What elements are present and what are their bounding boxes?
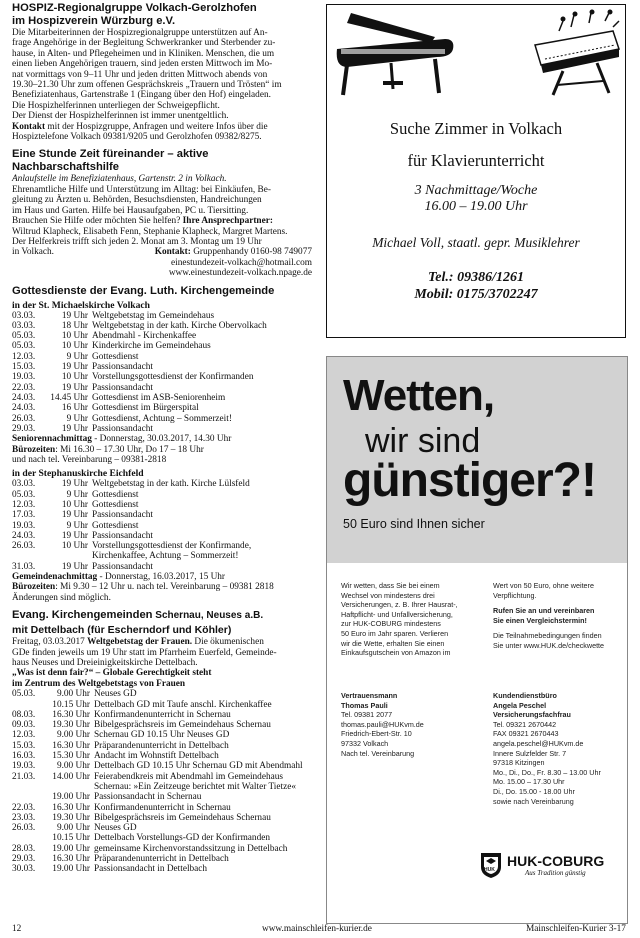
schedule-row — [12, 393, 312, 403]
schedule-row-time: 19.00 Uhr — [52, 843, 90, 854]
schedule-row-event: Gottesdienst — [92, 520, 139, 531]
schedule-row-time: 10.15 Uhr — [52, 833, 90, 844]
huk-left-line: Wechsel von mindestens drei — [341, 590, 435, 600]
huk-headline-1: Wetten, — [343, 371, 495, 420]
schedule-row-date: 22.03. — [12, 802, 36, 813]
evang-intro-date: Freitag, 03.03.2017 — [12, 637, 88, 648]
schedule-row-event: Konfirmandenunterricht in Schernau — [94, 802, 231, 813]
piano-illustration — [327, 5, 625, 101]
schedule-row — [12, 689, 312, 699]
hospiz-title: HOSPIZ-Regionalgruppe Volkach-Gerolzhofen — [12, 2, 257, 14]
schedule-row-time: 19 Uhr — [61, 510, 88, 521]
huk-contact-right — [493, 691, 623, 806]
schedule-row — [12, 854, 312, 864]
schedule-row — [12, 510, 312, 520]
schedule-row-date: 26.03. — [12, 541, 36, 552]
schedule-row — [12, 864, 312, 874]
gemeinde-line — [12, 572, 312, 582]
evang-intro-bold: Weltgebetstag der Frauen. — [87, 637, 193, 648]
schedule-row-event: Passionsandacht — [92, 530, 153, 541]
schedule-row-time: 9.00 Uhr — [56, 730, 90, 741]
schedule-row-time: 19 Uhr — [61, 382, 88, 393]
piano-line-3: 3 Nachmittage/Woche — [414, 183, 538, 198]
schedule-row-time: 9.00 Uhr — [56, 823, 90, 834]
piano-line-5: Michael Voll, staatl. gepr. Musiklehrer — [372, 235, 580, 250]
senioren-text: - Donnerstag, 30.03.2017, 14.30 Uhr — [91, 434, 232, 445]
buero-text: : Mi 16.30 – 17.30 Uhr, Do 17 – 18 Uhr — [55, 444, 204, 455]
piano-mobil: Mobil: 0175/3702247 — [414, 287, 538, 302]
schedule-row-time: 10 Uhr — [61, 541, 88, 552]
schedule-row — [12, 823, 312, 833]
schedule-row-time: 9 Uhr — [66, 520, 88, 531]
schedule-row-date: 19.03. — [12, 372, 36, 383]
contact-right-line: Innere Sulzfelder Str. 7 — [493, 748, 567, 758]
senioren-line — [12, 434, 312, 444]
huk-logo-slogan: Aus Tradition günstig — [525, 869, 586, 877]
schedule-row-event: Neuses GD — [94, 823, 137, 834]
gottesdienste-section — [12, 285, 312, 604]
huk-right-line: Verpflichtung. — [493, 590, 537, 600]
schedule-row-date: 05.03. — [12, 489, 36, 500]
schedule-row — [12, 424, 312, 434]
contact-left-title: Vertrauensmann — [341, 691, 398, 700]
schedule-row — [12, 751, 312, 761]
schedule-row — [12, 741, 312, 751]
piano-line-2: für Klavierunterricht — [407, 151, 545, 170]
schedule-row-date: 24.03. — [12, 403, 36, 414]
senioren-label: Seniorennachmittag — [12, 434, 92, 445]
stunde-subtitle: Anlaufstelle im Benefiziatenhaus, Gartenstr. 2 in Volkach. — [12, 174, 227, 185]
stunde-kontakt-line — [12, 247, 312, 257]
schedule-row — [12, 362, 312, 372]
schedule-row-date: 08.03. — [12, 709, 36, 720]
contact-right-line: angela.peschel@HUKvm.de — [493, 738, 584, 748]
schedule-row — [12, 372, 312, 382]
hospiz-kontakt-phones: Hospiztelefone Volkach 09381/9205 und Gerolzhofen 09382/8275. — [12, 132, 262, 143]
contact-right-line: Tel. 09321 2670442 — [493, 719, 557, 729]
schedule-row-date: 05.03. — [12, 331, 36, 342]
schedule-row — [12, 803, 312, 813]
grand-piano-icon — [337, 13, 454, 95]
huk-shield-icon — [479, 851, 503, 879]
schedule-row-date: 19.03. — [12, 761, 36, 772]
buero2-label: Bürozeiten — [12, 582, 56, 593]
schedule-row-event: Kinderkirche im Gemeindehaus — [92, 341, 211, 352]
schedule-row-time: 16.30 Uhr — [52, 709, 90, 720]
schedule-row-event: Passionsandacht in Dettelbach — [94, 864, 208, 875]
schedule-row-date: 17.03. — [12, 510, 36, 521]
hospiz-line: Der Dienst der Hospizhelferinnen ist immer unentgeltlich. — [12, 111, 229, 122]
schedule-row-event: gemeinsame Kirchenvorstandssitzung in Dettelbach — [94, 843, 288, 854]
schedule-row-time: 14.00 Uhr — [52, 771, 90, 782]
schedule-row-event: Passionsandacht — [92, 362, 153, 373]
schedule-row-date — [12, 700, 44, 710]
evang-intro-rest: Die ökumenischen — [192, 637, 264, 648]
huk-left-line: Haftpflicht- und Unfallversicherung, — [341, 609, 453, 619]
contact-left-line: Friedrich-Ebert-Str. 10 — [341, 729, 412, 739]
schedule-row-time: 19 Uhr — [61, 561, 88, 572]
schedule-row — [12, 792, 312, 802]
hospiz-line: einen lieben Angehörigen trauern, sind jeden ersten Mittwoch im Mo- — [12, 59, 273, 70]
schedule-row-time: 16.30 Uhr — [52, 853, 90, 864]
schedule-row-event: Bibelgesprächsreis im Gemeindehaus Schernau — [94, 720, 271, 731]
schedule-row-date: 22.03. — [12, 382, 36, 393]
schedule-row-date: 15.03. — [12, 740, 36, 751]
evang-section — [12, 609, 312, 874]
schedule-row-event: Weltgebetstag in der kath. Kirche Lülsfeld — [92, 479, 250, 490]
evang-quote-2: im Zentrum des Weltgebetstags von Frauen — [12, 678, 186, 689]
schedule-row — [12, 813, 312, 823]
schedule-row-time — [44, 782, 94, 792]
huk-contact-left — [341, 691, 481, 758]
schedule-row — [12, 833, 312, 843]
schedule-row-event: Passionsandacht — [92, 382, 153, 393]
schedule-row-event: Schernau GD 10.15 Uhr Neuses GD — [94, 730, 230, 741]
footer-url[interactable]: www.mainschleifen-kurier.de — [262, 924, 372, 934]
schedule-row-time: 18 Uhr — [61, 320, 88, 331]
hospiz-section — [12, 2, 312, 142]
schedule-row-date: 28.03. — [12, 843, 36, 854]
contact-right-line: FAX 09321 2670443 — [493, 729, 559, 739]
schedule-row-event: Gottesdienst im ASB-Seniorenheim — [92, 392, 226, 403]
schedule-row — [12, 352, 312, 362]
schedule-row-date: 05.03. — [12, 341, 36, 352]
huk-headline-3: günstiger?! — [343, 454, 596, 507]
schedule-row-event: Gottesdienst — [92, 489, 139, 500]
piano-line-1: Suche Zimmer in Volkach — [389, 119, 563, 138]
schedule-row-date: 09.03. — [12, 720, 36, 731]
schedule-row-time: 10 Uhr — [61, 341, 88, 352]
schedule-row-time: 9.00 Uhr — [56, 689, 90, 700]
hospiz-body — [12, 28, 312, 122]
piano-line-4: 16.00 – 19.00 Uhr — [424, 199, 528, 214]
schedule-row-date: 29.03. — [12, 423, 36, 434]
huk-left-line: Einkaufsgutschein von Amazon im — [341, 648, 451, 658]
schedule-row-date: 30.03. — [12, 864, 36, 875]
stunde-question — [12, 216, 312, 226]
schedule-row-date: 26.03. — [12, 413, 36, 424]
contact-right-name: Angela Peschel — [493, 700, 547, 710]
huk-left-line: 50 Euro im Jahr sparen. Verlieren — [341, 628, 449, 638]
schedule-row-event: Passionsandacht — [92, 423, 153, 434]
stunde-line: gleitung zu Ärzten u. Behörden, Besuchsdiensten, Handreichungen — [12, 195, 262, 206]
schedule-row-date: 21.03. — [12, 771, 36, 782]
hospiz-line: 19.30–21.30 Uhr zum offenen Gesprächskreis „Trauern und Trösten“ im — [12, 80, 282, 91]
schedule-row-event: Kirchenkaffee, Achtung – Sommerzeit! — [92, 551, 239, 562]
contact-right-line: Di., Do. 15.00 - 18.00 Uhr — [493, 786, 575, 796]
schedule-row-date: 12.03. — [12, 351, 36, 362]
hospiz-line: Die Hospizhelferinnen unterliegen der Schweigepflicht. — [12, 100, 220, 111]
buero2-text: : Mi 9.30 – 12 Uhr u. nach tel. Vereinbarung – 09381 2818 — [55, 582, 274, 593]
huk-left-line: Versicherungen, z. B. Ihrer Hausrat-, — [341, 600, 458, 610]
schedule-row-time: 19 Uhr — [61, 479, 88, 490]
schedule-row-date: 29.03. — [12, 853, 36, 864]
schedule-row-time: 19.00 Uhr — [52, 864, 90, 875]
michaelskirche-schedule — [12, 311, 312, 435]
keyboard-icon — [535, 10, 619, 96]
schedule-row-event: Gottesdienst — [92, 351, 139, 362]
schedule-row-date: 12.03. — [12, 499, 36, 510]
schedule-row-event: Passionsandacht — [92, 561, 153, 572]
hospiz-line: frage Angehörige in der Begleitung Schwerkranker und Sterbender zu- — [12, 38, 276, 49]
schedule-row-date: 03.03. — [12, 479, 36, 490]
stephanuskirche-heading: in der Stephanuskirche Eichfeld — [12, 468, 144, 480]
schedule-row — [12, 490, 312, 500]
schedule-row — [12, 720, 312, 730]
schedule-row-date — [12, 833, 44, 843]
kontakt-text: mit der Hospizgruppe, Anfragen und weitere Infos über die — [45, 121, 268, 132]
contact-left-line: thomas.pauli@HUKvm.de — [341, 719, 424, 729]
stunde-email[interactable]: einestundezeit-volkach@hotmail.com — [171, 257, 312, 268]
schedule-row-time: 16 Uhr — [61, 403, 88, 414]
stephanuskirche-schedule — [12, 479, 312, 572]
evang-title-bold: Evang. Kirchengemeinden — [12, 609, 153, 622]
schedule-row-time: 10 Uhr — [61, 499, 88, 510]
schedule-row-date — [12, 792, 44, 802]
schedule-row — [12, 500, 312, 510]
schedule-row-event: Vorstellungsgottesdienst der Konfirmanden — [92, 372, 254, 383]
schedule-row-date: 05.03. — [12, 689, 36, 700]
evang-quote: „Was ist denn fair?“ – Globale Gerechtigkeit steht — [12, 668, 212, 679]
stunde-section — [12, 148, 312, 278]
schedule-row-event: Gottesdienst im Bürgerspital — [92, 403, 199, 414]
buero-label: Bürozeiten — [12, 444, 56, 455]
aenderungen-note: Änderungen sind möglich. — [12, 592, 111, 603]
contact-left-line: Tel. 09381 2077 — [341, 710, 393, 720]
huk-headline-2: wir sind — [365, 422, 481, 460]
schedule-row-time: 16.30 Uhr — [52, 802, 90, 813]
schedule-row-date — [12, 551, 50, 561]
gemeinde-text: - Donnerstag, 16.03.2017, 15 Uhr — [97, 571, 226, 582]
schedule-row-time: 9.00 Uhr — [56, 761, 90, 772]
stunde-line: Ehrenamtliche Hilfe und Unterstützung im Alltag: bei Einkäufen, Be- — [12, 184, 271, 195]
gemeinde-label: Gemeindenachmittag — [12, 571, 98, 582]
schedule-row-date — [12, 782, 44, 792]
gottesdienste-title: Gottesdienste der Evang. Luth. Kirchengemeinde — [12, 284, 275, 297]
schedule-row-time: 15.30 Uhr — [52, 751, 90, 762]
schedule-row-time: 16.30 Uhr — [52, 740, 90, 751]
schedule-row-time: 19 Uhr — [61, 423, 88, 434]
evang-intro-3: haus Neuses und Dreieinigkeitskirche Dettelbach. — [12, 658, 198, 669]
ansprech-label: Ihre Ansprechpartner: — [182, 216, 273, 227]
schedule-row — [12, 562, 312, 572]
evang-schedule — [12, 689, 312, 874]
schedule-row-event: Dettelbach Vorstellungs-GD der Konfirmanden — [94, 833, 270, 844]
schedule-row-time — [50, 551, 92, 561]
schedule-row-event: Präparandenunterricht in Dettelbach — [94, 853, 229, 864]
huk-logo — [479, 851, 625, 883]
piano-ad — [326, 4, 626, 338]
schedule-row-event: Feierabendkreis mit Abendmahl im Gemeindehaus — [94, 771, 283, 782]
schedule-row — [12, 782, 312, 792]
schedule-row — [12, 531, 312, 541]
stunde-web[interactable]: www.einestundezeit-volkach.npage.de — [168, 268, 312, 279]
huk-right-line: Sie unter www.HUK.de/checkwette — [493, 640, 605, 650]
schedule-row-time: 9 Uhr — [66, 351, 88, 362]
buero2-line — [12, 582, 312, 592]
schedule-row-event: Passionsandacht in Schernau — [94, 792, 202, 803]
schedule-row-date: 19.03. — [12, 520, 36, 531]
huk-ad — [326, 356, 628, 924]
schedule-row-event: Weltgebetstag in der kath. Kirche Obervolkach — [92, 320, 267, 331]
hospiz-line: hause, in Alten- und Pflegeheimen und in Kliniken. Menschen, die um — [12, 48, 275, 59]
schedule-row-event: Neuses GD — [94, 689, 137, 700]
huk-left-text — [341, 581, 481, 658]
schedule-row-event: Abendmahl - Kirchenkaffee — [92, 331, 197, 342]
schedule-row-event: Dettelbach GD mit Taufe anschl. Kirchenkaffee — [94, 699, 272, 710]
schedule-row-event: Bibelgesprächsreis im Gemeindehaus Schernau — [94, 812, 271, 823]
piano-tel: Tel.: 09386/1261 — [428, 270, 524, 285]
evang-intro-2: GDe finden jeweils um 19 Uhr statt im Pfarrheim Euerfeld, Gemeinde- — [12, 647, 277, 658]
evang-subtitle: mit Dettelbach (für Escherndorf und Köhler) — [12, 624, 232, 637]
stunde-kontakt-label: Kontakt: — [154, 247, 191, 258]
schedule-row — [12, 700, 312, 710]
schedule-row-date: 03.03. — [12, 320, 36, 331]
footer-issue: Mainschleifen-Kurier 3-17 — [526, 924, 626, 934]
hospiz-line: nat vormittags von 9–11 Uhr und jeden dritten Mittwoch abends von — [12, 69, 268, 80]
schedule-row-event: Andacht im Wohnstift Dettelbach — [94, 751, 219, 762]
schedule-row — [12, 761, 312, 771]
schedule-row-date: 31.03. — [12, 561, 36, 572]
stunde-helferkreis: Der Helferkreis trifft sich jeden 2. Monat am 3. Montag um 19 Uhr — [12, 236, 262, 247]
schedule-row-time: 19 Uhr — [61, 310, 88, 321]
buero-line — [12, 445, 312, 455]
contact-left-line: Nach tel. Vereinbarung — [341, 748, 415, 758]
hospiz-subtitle: im Hospizverein Würzburg e.V. — [12, 15, 176, 27]
contact-right-role: Versicherungsfachfrau — [493, 710, 571, 720]
schedule-row — [12, 730, 312, 740]
schedule-row — [12, 541, 312, 551]
schedule-row — [12, 844, 312, 854]
huk-headline-panel — [327, 357, 627, 563]
evang-title-rest: Schernau, Neuses a.B. — [152, 610, 264, 622]
schedule-row-date: 12.03. — [12, 730, 36, 741]
schedule-row — [12, 341, 312, 351]
schedule-row-event: Schernau: »Ein Zeitzeuge berichtet mit Walter Tietze« — [94, 781, 296, 792]
schedule-row — [12, 551, 312, 561]
stunde-title: Eine Stunde Zeit füreinander – aktive Nachbarschaftshilfe — [12, 148, 209, 174]
schedule-row-time: 14.45 Uhr — [50, 392, 88, 403]
schedule-row-time: 19.30 Uhr — [52, 812, 90, 823]
schedule-row — [12, 521, 312, 531]
schedule-row — [12, 772, 312, 782]
hospiz-line: Die Mitarbeiterinnen der Hospizregionalgruppe unterstützen auf An- — [12, 28, 268, 38]
schedule-row-event: Passionsandacht — [92, 510, 153, 521]
stunde-in-volkach: in Volkach. — [12, 247, 55, 258]
huk-logo-name: HUK-COBURG — [507, 853, 605, 869]
contact-left-line: 97332 Volkach — [341, 738, 389, 748]
schedule-row-date: 03.03. — [12, 310, 36, 321]
huk-right-bold-line: Rufen Sie an und vereinbaren — [493, 606, 595, 616]
schedule-row-event: Dettelbach GD 10.15 Uhr Schernau GD mit Abendmahl — [94, 761, 303, 772]
schedule-row — [12, 414, 312, 424]
buero-line-2: und nach tel. Vereinbarung – 09381-2818 — [12, 454, 167, 465]
schedule-row — [12, 311, 312, 321]
schedule-row-date: 16.03. — [12, 751, 36, 762]
contact-right-title: Kundendienstbüro — [493, 691, 557, 700]
kontakt-label: Kontakt — [12, 121, 46, 132]
schedule-row-time: 19.00 Uhr — [52, 792, 90, 803]
huk-left-line: zur HUK-COBURG mindestens — [341, 619, 441, 629]
evang-intro-1 — [12, 637, 312, 647]
contact-right-line: Mo. 15.00 – 17.30 Uhr — [493, 777, 565, 787]
stunde-line: im Haus und Garten. Hilfe bei Hausaufgaben, PC u. Tiersitting. — [12, 205, 249, 216]
schedule-row — [12, 383, 312, 393]
stunde-phone: Gruppenhandy 0160-98 749077 — [193, 247, 312, 258]
schedule-row — [12, 321, 312, 331]
michaelskirche-heading: in der St. Michaelskirche Volkach — [12, 299, 150, 311]
stunde-names: Wiltrud Klapheck, Elisabeth Fenn, Stephanie Klapheck, Margret Martens. — [12, 226, 288, 237]
huk-left-line: wir die Wette, erhalten Sie einen — [341, 638, 445, 648]
huk-badge-text: HUK — [484, 867, 495, 873]
huk-right-text — [493, 581, 621, 651]
schedule-row-date: 23.03. — [12, 812, 36, 823]
hospiz-line: Benefiziatenhaus, Gartenstraße 1 (Eingang über den Hof) eingeladen. — [12, 90, 271, 101]
schedule-row-date: 24.03. — [12, 530, 36, 541]
schedule-row-event: Gottesdienst, Achtung – Sommerzeit! — [92, 413, 232, 424]
schedule-row-date: 26.03. — [12, 823, 36, 834]
huk-subheadline: 50 Euro sind Ihnen sicher — [343, 517, 485, 531]
evang-title — [12, 609, 312, 622]
page-number: 12 — [12, 924, 22, 934]
schedule-row-date: 24.03. — [12, 392, 36, 403]
schedule-row-time: 19 Uhr — [61, 362, 88, 373]
contact-right-line: Mo., Di., Do., Fr. 8.30 – 13.00 Uhr — [493, 767, 601, 777]
contact-right-line: sowie nach Vereinbarung — [493, 796, 574, 806]
huk-right-bold-line: Sie einen Vergleichstermin! — [493, 615, 587, 625]
stunde-body — [12, 185, 312, 216]
schedule-row — [12, 331, 312, 341]
hospiz-kontakt — [12, 122, 312, 132]
schedule-row-time: 10 Uhr — [61, 372, 88, 383]
schedule-row — [12, 710, 312, 720]
schedule-row-event: Konfirmandenunterricht in Schernau — [94, 709, 231, 720]
schedule-row-time: 10 Uhr — [61, 331, 88, 342]
schedule-row — [12, 403, 312, 413]
schedule-row-time: 19.30 Uhr — [52, 720, 90, 731]
schedule-row — [12, 479, 312, 489]
stunde-frage: Brauchen Sie Hilfe oder möchten Sie helfen? — [12, 216, 181, 227]
left-column — [12, 2, 312, 875]
schedule-row-date: 15.03. — [12, 362, 36, 373]
schedule-row-time: 9 Uhr — [66, 489, 88, 500]
schedule-row-event: Weltgebetstag im Gemeindehaus — [92, 310, 215, 321]
contact-left-name: Thomas Pauli — [341, 700, 388, 710]
schedule-row-time: 9 Uhr — [66, 413, 88, 424]
huk-right-line: Wert von 50 Euro, ohne weitere — [493, 581, 594, 590]
contact-right-line: 97318 Kitzingen — [493, 758, 545, 768]
schedule-row-time: 10.15 Uhr — [52, 699, 90, 710]
schedule-row-event: Vorstellungsgottesdienst der Konfirmande, — [92, 541, 252, 552]
huk-left-line: Wir wetten, dass Sie bei einem — [341, 581, 440, 590]
schedule-row-event: Präparandenunterricht in Dettelbach — [94, 740, 229, 751]
page-footer — [0, 924, 640, 936]
schedule-row-event: Gottesdienst — [92, 499, 139, 510]
schedule-row-time: 19 Uhr — [61, 530, 88, 541]
huk-right-line: Die Teilnahmebedingungen finden — [493, 631, 602, 641]
